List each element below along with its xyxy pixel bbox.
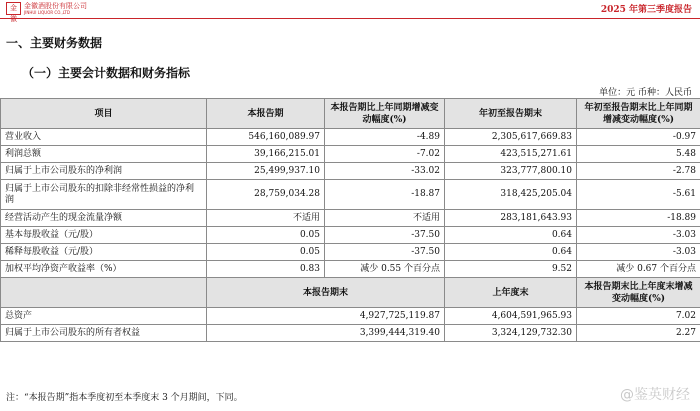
cell-value: 不适用	[325, 210, 445, 227]
cell-value: 5.48	[577, 146, 700, 163]
cell-value: 318,425,205.04	[445, 180, 577, 210]
cell-value: 0.83	[207, 261, 325, 278]
cell-value: -3.03	[577, 227, 700, 244]
header-blank	[1, 278, 207, 308]
cell-value: -37.50	[325, 244, 445, 261]
cell-value: -4.89	[325, 129, 445, 146]
table-row	[1, 308, 700, 325]
cell-value: 4,927,725,119.87	[207, 308, 445, 325]
footnote: 注：“本报告期”指本季度初至本季度末 3 个月期间，下同。	[6, 393, 243, 403]
table-row	[1, 180, 700, 210]
cell-value: 39,166,215.01	[207, 146, 325, 163]
company-name-cn: 金徽酒股份有限公司	[24, 2, 87, 10]
row-label: 总资产	[1, 308, 207, 325]
cell-value: 546,160,089.97	[207, 129, 325, 146]
cell-value: 423,515,271.61	[445, 146, 577, 163]
cell-value: 0.64	[445, 227, 577, 244]
header-current-period: 本报告期	[207, 99, 325, 129]
row-label: 归属于上市公司股东的净利润	[1, 163, 207, 180]
cell-value: -7.02	[325, 146, 445, 163]
cell-value: 283,181,643.93	[445, 210, 577, 227]
cell-value: 3,324,129,732.30	[445, 325, 577, 342]
cell-value: -2.78	[577, 163, 700, 180]
cell-value: 9.52	[445, 261, 577, 278]
cell-value: 不适用	[207, 210, 325, 227]
company-name-en: JINHUI LIQUOR CO.,LTD	[24, 10, 70, 15]
cell-value: 4,604,591,965.93	[445, 308, 577, 325]
unit-note: 单位：元 币种：人民币	[599, 88, 692, 98]
row-label: 基本每股收益（元/股）	[1, 227, 207, 244]
header-prior-year-end: 上年度末	[445, 278, 577, 308]
section-heading: 一、主要财务数据	[6, 36, 103, 50]
header-current-change: 本报告期比上年同期增减变动幅度(%)	[325, 99, 445, 129]
balance-header-row	[1, 278, 700, 308]
cell-value: 7.02	[577, 308, 700, 325]
cell-value: -3.03	[577, 244, 700, 261]
row-label: 经营活动产生的现金流量净额	[1, 210, 207, 227]
table-row	[1, 325, 700, 342]
cell-value: -37.50	[325, 227, 445, 244]
cell-value: 3,399,444,319.40	[207, 325, 445, 342]
report-header	[0, 0, 700, 23]
cell-value: 25,499,937.10	[207, 163, 325, 180]
logo-mark: 金徽	[6, 2, 21, 15]
table-row	[1, 129, 700, 146]
table-row	[1, 244, 700, 261]
row-label: 加权平均净资产收益率（%）	[1, 261, 207, 278]
table-row	[1, 146, 700, 163]
header-ytd-change: 年初至报告期末比上年同期增减变动幅度(%)	[577, 99, 700, 129]
cell-value: -18.89	[577, 210, 700, 227]
cell-value: -0.97	[577, 129, 700, 146]
table-row	[1, 163, 700, 180]
cell-value: 2.27	[577, 325, 700, 342]
watermark: @鉴英财经	[620, 387, 690, 403]
cell-value: 减少 0.67 个百分点	[577, 261, 700, 278]
cell-value: -18.87	[325, 180, 445, 210]
report-title: 2025 年第三季度报告	[600, 5, 692, 15]
row-label: 归属于上市公司股东的扣除非经常性损益的净利润	[1, 180, 207, 210]
table-row	[1, 261, 700, 278]
header-period-end-change: 本报告期末比上年度末增减变动幅度(%)	[577, 278, 700, 308]
cell-value: 28,759,034.28	[207, 180, 325, 210]
header-item: 项目	[1, 99, 207, 129]
cell-value: -5.61	[577, 180, 700, 210]
table-row	[1, 227, 700, 244]
subsection-heading: （一）主要会计数据和财务指标	[22, 66, 191, 80]
row-label: 利润总额	[1, 146, 207, 163]
row-label: 营业收入	[1, 129, 207, 146]
header-ytd: 年初至报告期末	[445, 99, 577, 129]
row-label: 归属于上市公司股东的所有者权益	[1, 325, 207, 342]
financial-table	[0, 98, 700, 342]
row-label: 稀释每股收益（元/股）	[1, 244, 207, 261]
cell-value: -33.02	[325, 163, 445, 180]
header-period-end: 本报告期末	[207, 278, 445, 308]
cell-value: 2,305,617,669.83	[445, 129, 577, 146]
table-row	[1, 210, 700, 227]
cell-value: 0.64	[445, 244, 577, 261]
table-header-row	[1, 99, 700, 129]
cell-value: 0.05	[207, 244, 325, 261]
cell-value: 减少 0.55 个百分点	[325, 261, 445, 278]
cell-value: 0.05	[207, 227, 325, 244]
company-logo	[6, 2, 87, 23]
cell-value: 323,777,800.10	[445, 163, 577, 180]
